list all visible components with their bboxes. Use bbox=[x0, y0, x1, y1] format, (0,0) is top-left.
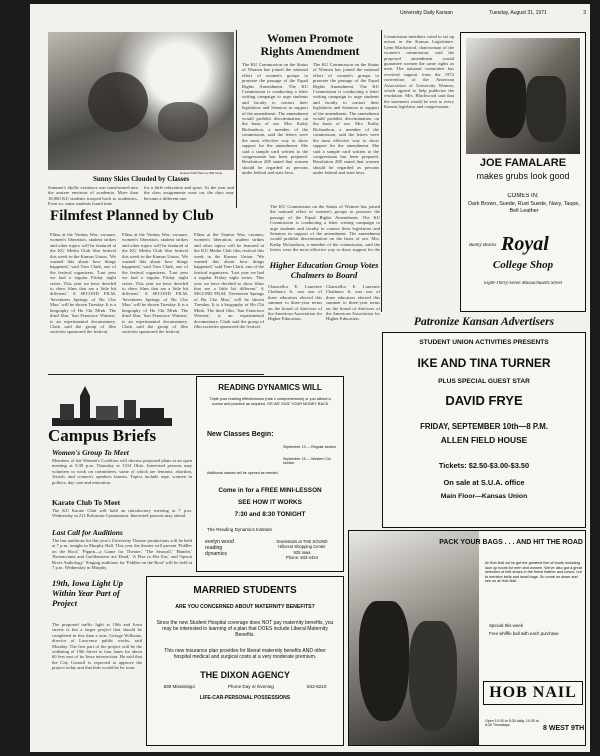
concert-datetime: FRIDAY, SEPTEMBER 10th—8 P.M. bbox=[420, 422, 548, 431]
famalare-store-top: Bunny Blacks bbox=[469, 243, 497, 248]
hob-nail-ad bbox=[348, 530, 586, 746]
concert-place: Main Floor—Kansas Union bbox=[440, 493, 528, 500]
reading-loc-2: Hillcrest Shopping Center bbox=[278, 544, 326, 550]
concert-presents: STUDENT UNION ACTIVITIES PRESENTS bbox=[419, 339, 549, 346]
hob-nail-address: 8 WEST 9TH bbox=[543, 725, 585, 732]
brief-4-head: 19th, Iowa Light Up Within Year Part of Project bbox=[52, 578, 123, 608]
reading-phone: Phone: 843-4424 bbox=[285, 555, 319, 561]
famalare-brand: JOE FAMALARE bbox=[479, 157, 567, 169]
famalare-tagline: makes grubs look good bbox=[476, 171, 570, 181]
filmfest-headline: Filmfest Planned by Club bbox=[50, 208, 214, 224]
reading-cta-3: 7:30 and 8:30 TONIGHT bbox=[234, 511, 306, 518]
campus-photo bbox=[48, 32, 234, 170]
women-title-1: Women Promote bbox=[266, 32, 354, 45]
reading-loc-3: 925 Iowa bbox=[293, 549, 311, 555]
hob-nail-headline: PACK YOUR BAGS . . . AND HIT THE ROAD bbox=[439, 539, 583, 546]
married-question: ARE YOU CONCERNED ABOUT MATERNITY BENEFITS? bbox=[175, 604, 315, 610]
campus-title: Campus Briefs bbox=[48, 426, 157, 445]
reading-logo bbox=[205, 539, 257, 565]
concert-tickets: Tickets: $2.50-$3.00-$3.50 bbox=[438, 461, 530, 470]
women-body-col3: The KU Commission on the Status of Women has joined the national effort of women's groups to promote the passage of the Equal Rights Amendment. The KU Commission is conducting a letter writing campaign to urge students and faculty to contact their legislators and Senators in support of the amendment. The amendment would prohibit discrimination on the basis of sex. Mrs. Kathy Richardson, a member of the commission, said the letters were the most effective way to show support for the bbox=[270, 204, 380, 253]
reading-location bbox=[263, 539, 341, 561]
hob-nail-hours: Open 10:30 to 5:30 daily, 10:30 to 8:30 Thursdays bbox=[485, 719, 539, 728]
hob-nail-body: At Hob Nail we've got the greatest line of boots including lace up boots for men and women. We've also got a great selection of belt shoes in the finest leather and colors, not to mention bells and head bags. So come on down and see us at Hob Nail. bbox=[485, 561, 582, 584]
header-page: 3 bbox=[583, 10, 586, 16]
brief-2-body: The KU Karate Club will hold an introductory meeting at 7 p.m. Wednesday in 211 Robinson Gymnasium. Interested persons may attend. bbox=[52, 508, 192, 519]
reading-logo-1: evelyn wood bbox=[205, 539, 234, 545]
column-rule bbox=[381, 30, 382, 312]
newspaper-page bbox=[30, 4, 590, 752]
higher-ed-col2: Chancellor E. Laurence Chalmers Jr. was one of three educators elected this summer to three-year terms on the board of directors of the American Association for Higher Education. bbox=[326, 284, 380, 322]
page-header bbox=[400, 10, 586, 20]
concert-headliner: IKE AND TINA TURNER bbox=[417, 356, 551, 370]
brief-1-body: Members of the Women's Coalition will discuss proposed plans at an open meeting at 8:30 p.m. Thursday at 1314 Ohio. Interested persons may volunteer to work on committees, some of which are feminist, abortion, Jewish, and women's speakers bureau. Topics include rape, women in politics, day care and education. bbox=[52, 458, 192, 485]
photo-caption-left: Summer's idyllic existence was transformed into the austere environs of academia. More than 18,000 KU students trooped back to academics. Even so, some students found time bbox=[48, 185, 138, 207]
famalare-colors: Dark Brown, Suede, Rust Suede, Navy, Taupe, Belt Leather bbox=[468, 201, 580, 214]
reading-title: READING DYNAMICS WILL bbox=[218, 383, 322, 392]
married-title: MARRIED STUDENTS bbox=[193, 585, 297, 596]
famalare-ad bbox=[460, 32, 586, 312]
concert-on-sale: On sale at S.U.A. office bbox=[443, 478, 525, 487]
married-students-ad bbox=[146, 576, 344, 746]
brief-3-head: Last Call for Auditions bbox=[52, 528, 123, 537]
married-phone-label: Phone Day or Evening bbox=[227, 684, 274, 689]
concert-venue: ALLEN FIELD HOUSE bbox=[440, 435, 528, 445]
header-date: Tuesday, August 31, 1971 bbox=[489, 10, 547, 16]
patronize-banner: Patronize Kansan Advertisers bbox=[413, 316, 555, 328]
campus-skyline-illustration bbox=[52, 382, 172, 426]
photo-caption-title: Sunny Skies Clouded by Classes bbox=[92, 175, 190, 183]
filmfest-col2: Films at the Vanitas Was, vacuum, women's liberation, student strikes and other topics will be featured at the KU Media Club film festival this week in the Kansas Union. 'We wanted this about how things happened,' said Tom Clark, one of the festival organizers. 'Last year we had a regular Friday night series. This year we have decided to show films that are a little bit different.' A SECOND FILM, 'Seventeen Springs of Bu Cho Mao,' will be shown Tuesday. It is a biography of Ho Chi Minh. The third film, 'San Francisco Women,' is an experimental documentary. Clark said the group of film societies sponsored the festival. bbox=[122, 232, 188, 335]
higher-ed-col1: Chancellor E. Laurence Chalmers Jr. was one of three educators elected this summer to three-year terms on the board of directors of the American Association for Higher Education. bbox=[268, 284, 322, 322]
hob-nail-logo: HOB NAIL bbox=[483, 681, 583, 705]
women-headline bbox=[240, 32, 380, 58]
brief-3-body: The last auditions for this year's University Theatre productions will be held at 7 p.m. tonight in Murphy Hall. This year the theatre will present 'Fiddler on the Roof,' 'Pippin—a Game for Theatre,' 'The Seawall,' 'Hamlet,' 'Rosencrantz and Guildenstern are Dead,' 'A Flea in Her Ear,' and 'Spoon River Anthology.' Singing auditions for 'Fiddler on the Roof' will be held at 7 p.m. Wednesday in Murphy. bbox=[52, 538, 192, 571]
married-contact bbox=[147, 684, 343, 689]
brief-2-head: Karate Club To Meet bbox=[52, 498, 121, 507]
married-addr: 839 Mississippi bbox=[163, 684, 195, 689]
reading-body: Triple your reading effectiveness (rate x comprehension) or you attend a course and practice as required, OR WE GIVE YOUR MONEY BACK bbox=[209, 397, 331, 406]
reading-cta-1: Come in for a FREE MINI-LESSON bbox=[218, 487, 322, 494]
reading-dynamics-ad bbox=[196, 376, 344, 572]
famalare-comes-in: COMES IN: bbox=[507, 193, 539, 199]
reading-class-1: September 13 — Regular section bbox=[283, 445, 337, 449]
concert-ad bbox=[382, 332, 586, 528]
reading-logo-2: reading bbox=[205, 545, 223, 551]
reading-institute: The Reading Dynamics Institute bbox=[207, 527, 273, 532]
hob-nail-special-2: Free whiffle ball with each purchase bbox=[489, 631, 559, 636]
famalare-address: Eight-Thirty-Seven Massachusetts Street bbox=[484, 281, 562, 286]
header-paper: University Daily Kansan bbox=[400, 10, 453, 16]
column-rule bbox=[48, 374, 264, 375]
photo-credit: Kansan Staff Photo by Bill Glass bbox=[180, 171, 223, 175]
column-rule bbox=[236, 30, 237, 208]
married-phone: 842-9210 bbox=[306, 684, 327, 689]
reading-class-2: September 15 — Western Civ. section bbox=[283, 457, 332, 465]
hob-nail-special: Special this week bbox=[489, 623, 523, 628]
brief-1-head: Women's Group To Meet bbox=[52, 448, 129, 457]
filmfest-col1: Films at the Vanitas Was, vacuum, women's liberation, student strikes and other topics will be featured at the KU Media Club film festival this week in the Kansas Union. 'We wanted this about how things happened,' said Tom Clark, one of the festival organizers. 'Last year we had a regular Friday night series. This year we have decided to show films that are a little bit different.' A SECOND FILM, 'Seventeen Springs of Bu Cho Mao,' will be shown Tuesday. It is a biography of Ho Chi Minh. The third film, 'San Francisco Women,' is an experimental documentary. Clark said the group of film societies sponsored the festival. bbox=[50, 232, 116, 335]
women-title-2: Rights Amendment bbox=[260, 44, 360, 58]
married-agency: THE DIXON AGENCY bbox=[200, 670, 290, 680]
reading-loc-1: Downstairs at THE SOUND bbox=[276, 539, 328, 544]
filmfest-col3: Films at the Vanitas Was, vacuum, women's liberation, student strikes and other topics will be featured at the KU Media Club film festival this week in the Kansas Union. 'We wanted this about how things happened,' said Tom Clark, one of the festival organizers. 'Last year we had a regular Friday night series. This year we have decided to show films that are a little bit different.' A SECOND FILM, 'Seventeen Springs of Bu Cho Mao,' will be shown Tuesday. It is a biography of Ho Chi Minh. The third film, 'San Francisco Women,' is an experimental documentary. Clark said the group of film societies sponsored the festival. bbox=[194, 232, 264, 329]
brief-4-body: The proposed traffic light at 19th and Iowa streets is but a larger project that should be completed in less than a year, George Williams, director of Lawrence public works, said Monday. The first part of the project will be the widening of 19th Street to four lanes for about 60 feet east of its Iowa intersection. He said that the City Council is expected to approve the project today and that bids would be let soon. bbox=[52, 622, 142, 671]
women-body-col2: The KU Commission on the Status of Women has joined the national effort of women's groups to promote the passage of the Equal Rights Amendment. The KU Commission is conducting a letter writing campaign to urge students and faculty to contact their legislators and Senators in support of the amendment. The amendment would prohibit discrimination on the basis of sex. Mrs. Kathy Richardson, a member of the commission, said the letters were the most effective way to show support for the amendment. She said a sample card written to the congressman has been prepared. Resolution 208 stated that women should be regarded as persons under federal and state laws. bbox=[313, 62, 379, 176]
famalare-shoe-photo bbox=[466, 38, 580, 154]
married-service: LIFE-CAR-PERSONAL POSSESSIONS bbox=[199, 695, 291, 701]
higher-ed-headline: Higher Education Group Votes Chalmers to Board bbox=[269, 260, 379, 280]
married-body-1: Since the new Student Hospital coverage does NOT pay maternity benefits, you may be interested in learning of a plan that DOES include Liberal Maternity Benefits. bbox=[156, 620, 334, 638]
photo-caption-right: for a little relaxation and sport. As the year and the class assignments wear on, the days may become a different one. bbox=[144, 185, 234, 201]
concert-guest: DAVID FRYE bbox=[445, 393, 523, 408]
reading-cta-2: SEE HOW IT WORKS bbox=[238, 499, 302, 506]
right-col-body: Commission members voted to set up action in the Kansas Legislature. Lynn Blackwood, chairwoman of the women's commission, said the proposed amendment would guarantee women the same rights as men. The national committee has received support from the 1972 convention of the American Association of University Women, which agreed to help publicize the resolution. Mrs. Blackwood said that the statement would be sent to every Kansas legislator and congressman. bbox=[384, 34, 454, 110]
reading-classes-head: New Classes Begin: bbox=[207, 431, 274, 438]
concert-guest-line: PLUS SPECIAL GUEST STAR bbox=[438, 378, 530, 385]
reading-logo-3: dynamics bbox=[205, 551, 227, 557]
women-body-col1: The KU Commission on the Status of Women has joined the national effort of women's groups to promote the passage of the Equal Rights Amendment. The KU Commission is conducting a letter writing campaign to urge students and faculty to contact their legislators and Senators in support of the amendment. The amendment would prohibit discrimination on the basis of sex. Mrs. Kathy Richardson, a member of the commission, said the letters were the most effective way to show support for the amendment. She said a sample card written to the congressman has been prepared. Resolution 208 stated that women should be regarded as persons under federal and state laws. bbox=[242, 62, 308, 176]
reading-extra: Additional classes will be opened as needed. bbox=[207, 471, 279, 475]
hob-nail-boot-photo bbox=[349, 531, 479, 745]
married-body-2: This new insurance plan provides for liberal maternity benefits AND other hospital medical and surgical costs at a very moderate premium. bbox=[164, 648, 326, 660]
famalare-store-name: Royal bbox=[501, 233, 549, 255]
famalare-store-sub: College Shop bbox=[492, 259, 554, 271]
